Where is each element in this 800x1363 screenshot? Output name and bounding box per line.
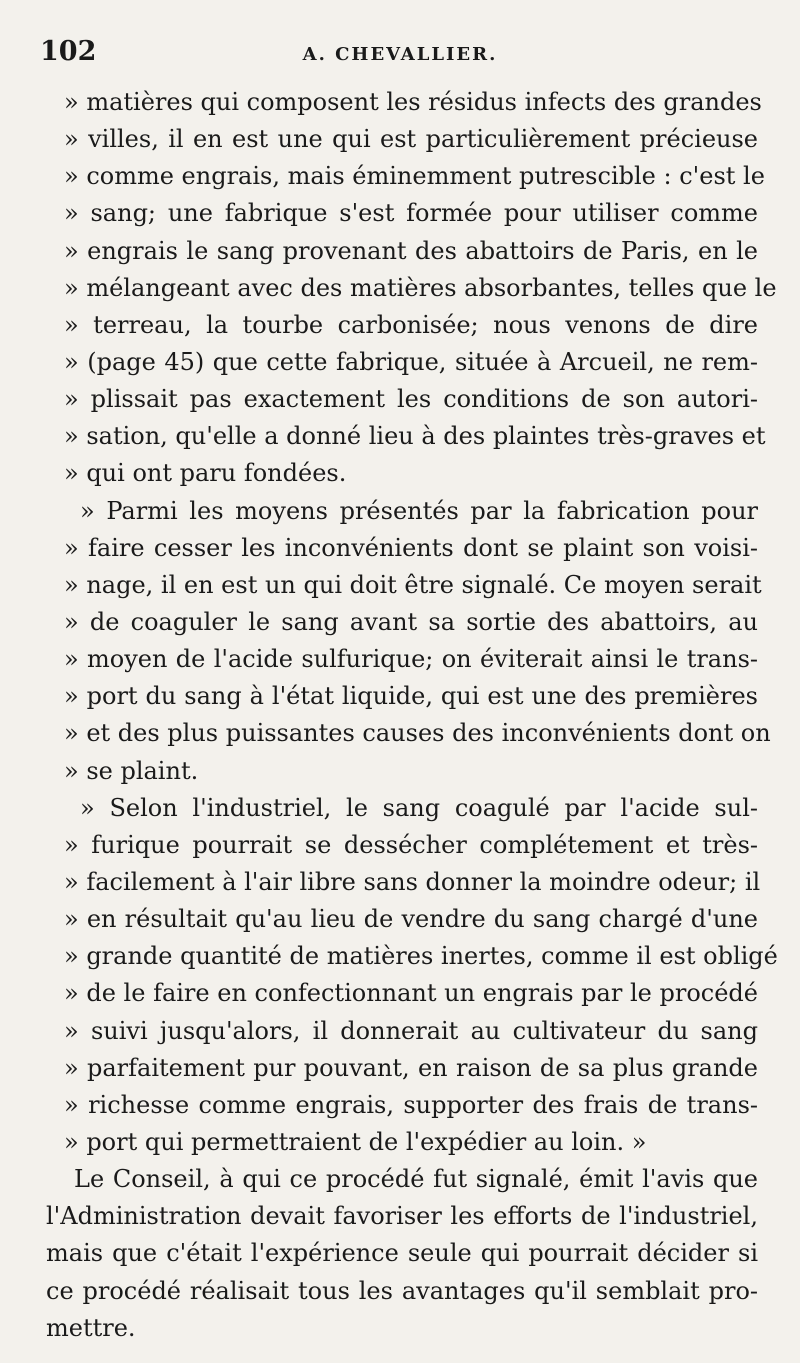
text-line: » matières qui composent les résidus infects des grandes: [64, 88, 762, 116]
text-line: » moyen de l'acide sulfurique; on éviterait ainsi le trans-: [64, 645, 758, 674]
page-body: [46, 84, 778, 1347]
text-line: » grande quantité de matières inertes, comme il est obligé: [64, 942, 778, 971]
text-line: » se plaint.: [64, 756, 199, 785]
text-line: » et des plus puissantes causes des inconvénients dont on: [64, 719, 771, 748]
running-title: A. CHEVALLIER.: [302, 44, 498, 65]
text-line: » sang; une fabrique s'est formée pour utiliser comme: [64, 199, 758, 228]
text-line: » de coaguler le sang avant sa sortie des abattoirs, au: [64, 607, 758, 636]
text-line: » en résultait qu'au lieu de vendre du sang chargé d'une: [64, 905, 758, 934]
text-line: » faire cesser les inconvénients dont se plaint son voisi-: [64, 533, 758, 562]
text-line: » comme engrais, mais éminemment putrescible : c'est le: [64, 162, 765, 191]
text-line: ce procédé réalisait tous les avantages qu'il semblait pro-: [46, 1276, 758, 1305]
text-line: » richesse comme engrais, supporter des frais de trans-: [64, 1090, 758, 1119]
text-line: mettre.: [46, 1313, 136, 1342]
text-line: » port qui permettraient de l'expédier au loin. »: [64, 1127, 647, 1156]
text-line: » terreau, la tourbe carbonisée; nous venons de dire: [64, 310, 758, 339]
text-line: » mélangeant avec des matières absorbantes, telles que le: [64, 273, 777, 302]
text-line: l'Administration devait favoriser les efforts de l'industriel,: [46, 1202, 758, 1231]
quoted-paragraph-2: [46, 493, 771, 790]
text-line: » sation, qu'elle a donné lieu à des plaintes très-graves et: [64, 422, 766, 451]
text-line: » de le faire en confectionnant un engrais par le procédé: [64, 979, 758, 1008]
page-number: 102: [40, 36, 97, 67]
quoted-paragraph-1: [46, 84, 777, 493]
text-line: » (page 45) que cette fabrique, située à Arcueil, ne rem-: [64, 347, 758, 376]
text-line: » facilement à l'air libre sans donner la moindre odeur; il: [64, 867, 761, 896]
text-line: » plissait pas exactement les conditions de son autori-: [64, 385, 758, 414]
text-line: » parfaitement pur pouvant, en raison de sa plus grande: [64, 1053, 758, 1082]
text-line: » Selon l'industriel, le sang coagulé par l'acide sul-: [80, 793, 758, 822]
text-line: » engrais le sang provenant des abattoirs de Paris, en le: [64, 236, 758, 265]
text-line: Le Conseil, à qui ce procédé fut signalé, émit l'avis que: [74, 1165, 758, 1194]
text-line: » villes, il en est une qui est particulièrement précieuse: [64, 125, 758, 154]
text-line: mais que c'était l'expérience seule qui pourrait décider si: [46, 1239, 758, 1268]
text-line: » Parmi les moyens présentés par la fabrication pour: [80, 496, 758, 525]
text-line: » qui ont paru fondées.: [64, 459, 347, 488]
text-line: » nage, il en est un qui doit être signalé. Ce moyen serait: [64, 570, 762, 599]
text-line: » port du sang à l'état liquide, qui est une des premières: [64, 682, 758, 711]
body-paragraph: [46, 1161, 758, 1347]
text-line: » suivi jusqu'alors, il donnerait au cultivateur du sang: [64, 1016, 758, 1045]
page-header: [40, 36, 760, 70]
text-line: » furique pourrait se dessécher complétement et très-: [64, 830, 758, 859]
quoted-paragraph-3: [46, 790, 778, 1161]
